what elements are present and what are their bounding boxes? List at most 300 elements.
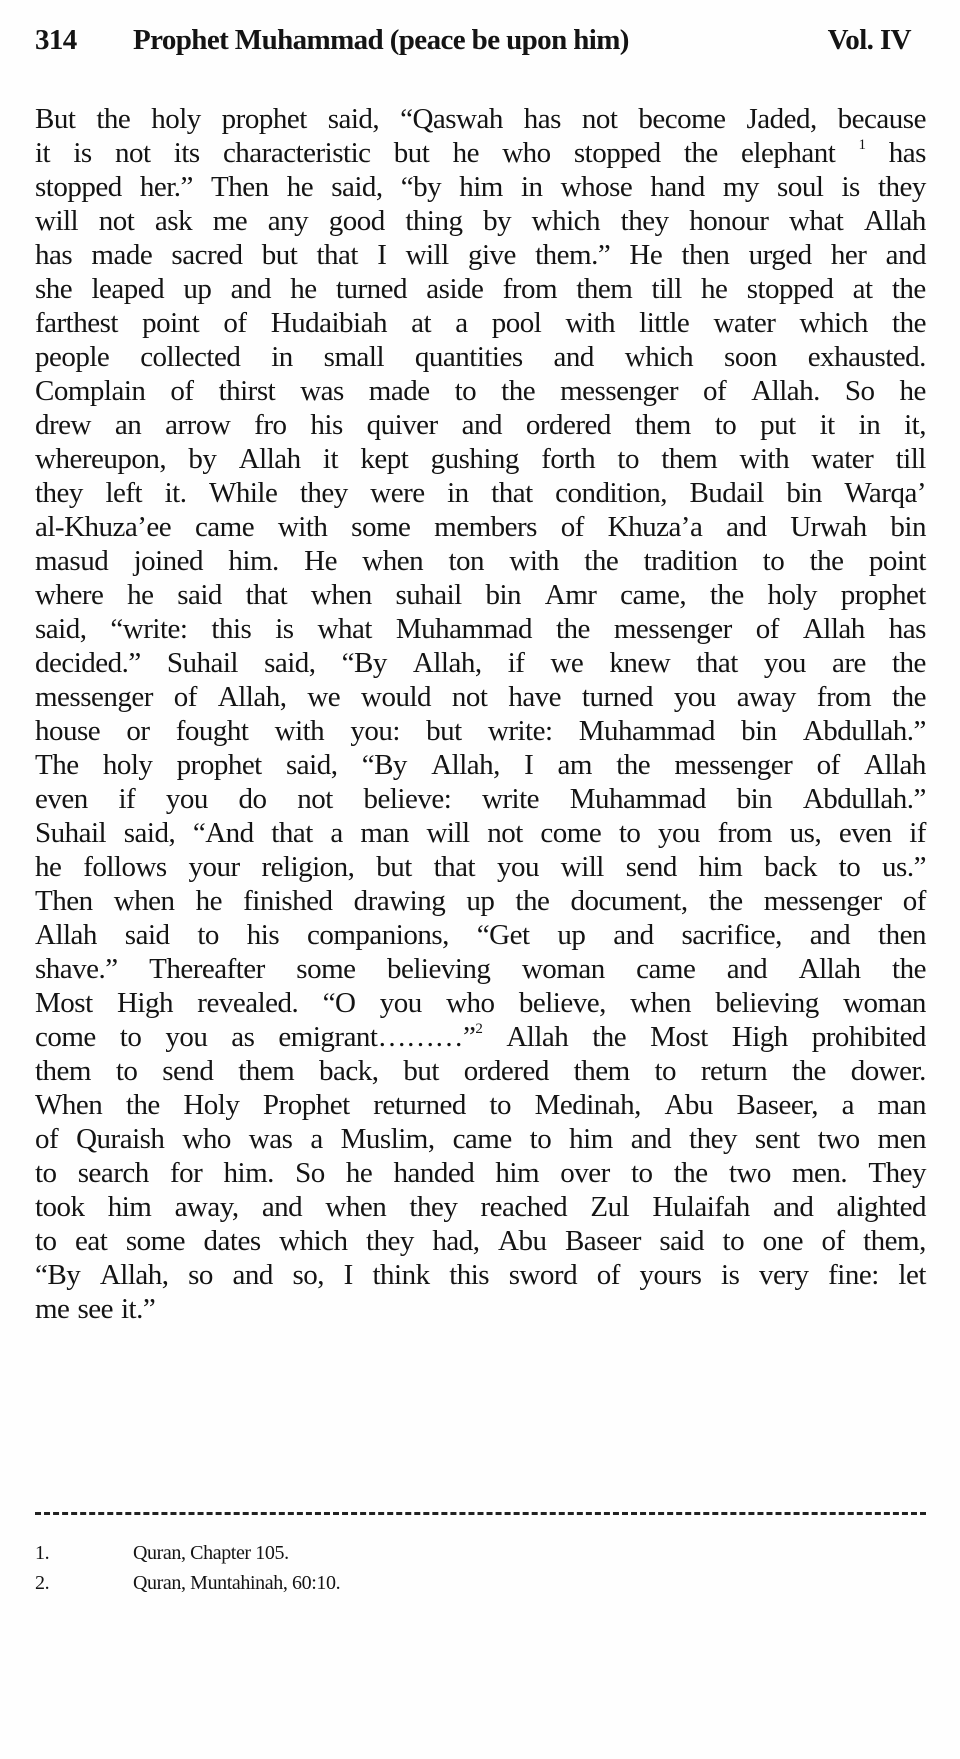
word: urged (748, 239, 812, 271)
word: Then (211, 171, 269, 203)
word: Allah, (412, 647, 482, 679)
word: the (809, 545, 844, 577)
word: up (183, 273, 212, 305)
word: in (858, 409, 881, 441)
word: So (844, 375, 875, 407)
word: and (772, 1191, 814, 1223)
word: them (661, 443, 718, 475)
word: kept (360, 443, 409, 475)
word: two (817, 1123, 860, 1155)
word: not (451, 681, 488, 713)
word: it (322, 443, 339, 475)
word: Prophet (262, 1089, 350, 1121)
word: them.” (535, 239, 611, 271)
word: then (878, 919, 926, 951)
word: knew (609, 647, 671, 679)
word: it, (904, 409, 926, 441)
word: and (885, 239, 926, 271)
word: the (592, 1021, 627, 1053)
word: the (673, 1157, 708, 1189)
word: she (35, 273, 73, 305)
text-line (35, 136, 926, 170)
word: it (35, 137, 51, 169)
word: what (317, 613, 372, 645)
word: is (275, 613, 294, 645)
word: to (630, 1157, 653, 1189)
word: members (434, 511, 537, 543)
word: write (481, 783, 540, 815)
word: not (487, 817, 523, 849)
word: messenger (35, 681, 153, 713)
body-text (35, 102, 926, 1326)
word: they (689, 1123, 737, 1155)
word: he (452, 137, 479, 169)
word: characteristic (222, 137, 371, 169)
word: and (553, 341, 594, 373)
word: do (238, 783, 267, 815)
word: where (35, 579, 104, 611)
word: over (560, 1157, 610, 1189)
word: to (35, 1157, 57, 1189)
word: them (634, 409, 691, 441)
word: the (683, 137, 718, 169)
word: Most (35, 987, 93, 1019)
word (859, 136, 866, 170)
word: holy (767, 579, 818, 611)
footnote-reference[interactable]: 1 (858, 137, 866, 153)
text-line (35, 544, 926, 578)
word: He (629, 239, 663, 271)
word: took (35, 1191, 85, 1223)
text-line (35, 578, 926, 612)
word: Medinah, (534, 1089, 641, 1121)
word: “By (35, 1259, 81, 1291)
word: am (557, 749, 592, 781)
word: to (654, 1055, 677, 1087)
word: messenger (560, 375, 679, 407)
word: Hudaibiah (270, 307, 387, 339)
word: at (411, 307, 432, 339)
word: bin (890, 511, 926, 543)
word: the (125, 1089, 160, 1121)
word: messenger (674, 749, 793, 781)
word: house (35, 715, 101, 747)
word: me (212, 205, 248, 237)
word: us, (789, 817, 822, 849)
word: think (372, 1259, 430, 1291)
word: we (550, 647, 584, 679)
word: a (841, 1089, 854, 1121)
word: any (267, 205, 309, 237)
word: messenger (763, 885, 882, 917)
word: of (35, 1123, 59, 1155)
word: Allah, (217, 681, 287, 713)
word: Allah (35, 919, 97, 951)
word: the (891, 273, 926, 305)
word: Jaded, (746, 103, 817, 135)
word: dates (203, 1225, 261, 1257)
text-line (35, 986, 926, 1020)
word: who (182, 1123, 231, 1155)
word: up (557, 919, 586, 951)
word: bin (741, 715, 777, 747)
word: which (531, 205, 601, 237)
word: when (113, 885, 175, 917)
word: them (573, 1055, 630, 1087)
word: them (35, 1055, 91, 1087)
word: reached (480, 1191, 568, 1223)
word: to (722, 1225, 745, 1257)
text-line (35, 1292, 926, 1326)
word: elephant (741, 137, 836, 169)
word: it. (164, 477, 187, 509)
word: the (892, 681, 926, 713)
word: so, (292, 1259, 325, 1291)
word: to (838, 851, 861, 883)
word: him (569, 1123, 613, 1155)
word: to (115, 1055, 138, 1087)
word: Muhammad (578, 715, 715, 747)
word: sword (508, 1259, 578, 1291)
text-line (35, 408, 926, 442)
word: Suhail (166, 647, 238, 679)
word: so (188, 1259, 213, 1291)
word: them (576, 273, 633, 305)
word: of (816, 749, 840, 781)
word: quiver (366, 409, 438, 441)
word: him (698, 851, 743, 883)
word: left (105, 477, 143, 509)
word: with (739, 443, 790, 475)
word: the (891, 647, 926, 679)
word: water (713, 307, 776, 339)
text-line (35, 238, 926, 272)
word: Most (650, 1021, 708, 1053)
word: with (274, 715, 325, 747)
word: said (124, 919, 170, 951)
word: came (194, 511, 255, 543)
word: of (223, 307, 247, 339)
word: has (523, 103, 561, 135)
word: has (888, 613, 926, 645)
word: till (651, 273, 682, 305)
word: if (909, 817, 926, 849)
word: and (232, 1259, 273, 1291)
text-line (35, 782, 926, 816)
word: Muslim, (340, 1123, 435, 1155)
word: him (459, 171, 503, 203)
word: Complain (35, 375, 146, 407)
word: woman (843, 987, 926, 1019)
text-line (35, 1258, 926, 1292)
word: forth (541, 443, 596, 475)
word: they (299, 477, 348, 509)
word: that (433, 851, 476, 883)
word: not (98, 205, 135, 237)
word: I (524, 749, 534, 781)
word: Suhail (35, 817, 107, 849)
word: Allah. (751, 375, 820, 407)
word: turned (581, 681, 654, 713)
word: to (529, 1123, 552, 1155)
word: Hulaifah (652, 1191, 750, 1223)
word: condition, (555, 477, 667, 509)
word: companions, (307, 919, 449, 951)
word: away, (174, 1191, 239, 1223)
word: you (673, 681, 716, 713)
word: are (831, 647, 866, 679)
word: to (618, 817, 641, 849)
word: and (261, 1191, 303, 1223)
word: “Qaswah (400, 103, 503, 135)
word: some (125, 1225, 186, 1257)
word: he (290, 273, 317, 305)
word: people (35, 341, 110, 373)
word: his (310, 409, 343, 441)
word: he (899, 375, 926, 407)
word: its (173, 137, 200, 169)
word: send (625, 851, 677, 883)
word: of (703, 375, 727, 407)
word: drew (35, 409, 91, 441)
word: or (126, 715, 150, 747)
word: sent (754, 1123, 800, 1155)
word: come (35, 1021, 96, 1053)
word: believe: (363, 783, 452, 815)
word: holy (151, 103, 201, 135)
word: bin (786, 477, 822, 509)
word: man (360, 817, 409, 849)
word: said, (331, 171, 383, 203)
word: arrow (165, 409, 231, 441)
word: one (762, 1225, 803, 1257)
word: you (165, 783, 208, 815)
word: the (892, 307, 926, 339)
word: come (540, 817, 602, 849)
word: said (659, 1225, 705, 1257)
word: in (271, 341, 293, 373)
footnote-text: Quran, Chapter 105. (133, 1542, 289, 1564)
page-header (35, 24, 911, 64)
word: from (502, 273, 558, 305)
text-line (35, 952, 926, 986)
word: an (114, 409, 142, 441)
word: who (502, 137, 551, 169)
word: finished (243, 885, 333, 917)
word: believing (386, 953, 491, 985)
word: you: (350, 715, 400, 747)
text-line (35, 1156, 926, 1190)
word: has (35, 239, 73, 271)
word: that (316, 239, 358, 271)
word: he (345, 1157, 373, 1189)
word: give (467, 239, 516, 271)
word: will (426, 817, 470, 849)
word: prophet (176, 749, 262, 781)
word: but (376, 851, 412, 883)
word: become (638, 103, 726, 135)
word: “By (341, 647, 387, 679)
word: then (681, 239, 730, 271)
text-line (35, 340, 926, 374)
word: very (759, 1259, 809, 1291)
word: he (195, 885, 223, 917)
word: of (560, 511, 584, 543)
word: Warqa’ (844, 477, 926, 509)
word: religion, (261, 851, 355, 883)
word: even (838, 817, 892, 849)
word: prophet (221, 103, 307, 135)
word: will (560, 851, 604, 883)
word: fought (175, 715, 249, 747)
text-line (35, 748, 926, 782)
word: woman (521, 953, 605, 985)
running-title: Prophet Muhammad (peace be upon him) (133, 24, 629, 56)
word: you (379, 987, 422, 1019)
word: Allah (238, 443, 301, 475)
word: stopped (35, 171, 122, 203)
word: write: (487, 715, 553, 747)
word: that (696, 647, 738, 679)
word: Zul (590, 1191, 630, 1223)
word: when (630, 987, 691, 1019)
word: Then (35, 885, 93, 917)
word: let (898, 1259, 926, 1291)
word: I (377, 239, 387, 271)
word: alighted (836, 1191, 926, 1223)
text-line (35, 170, 926, 204)
word: they (35, 477, 83, 509)
word: thing (405, 205, 463, 237)
word: of (755, 613, 779, 645)
word: “by (400, 171, 442, 203)
word: not (297, 783, 333, 815)
word: will (35, 205, 79, 237)
word: believing (715, 987, 819, 1019)
footnote-separator (35, 1512, 926, 1515)
word: had, (432, 1225, 480, 1257)
word: water (811, 443, 874, 475)
word: Allah, (431, 749, 500, 781)
word: when (310, 579, 372, 611)
word: the (709, 579, 744, 611)
word: of (902, 885, 926, 917)
word: I (343, 1259, 353, 1291)
word: said, (123, 817, 176, 849)
word: with (509, 545, 559, 577)
text-line (35, 1122, 926, 1156)
word: some (296, 953, 356, 985)
word: shave.” (35, 953, 118, 985)
word: as (231, 1021, 255, 1053)
word: came (452, 1123, 512, 1155)
word: thirst (218, 375, 276, 407)
word: they (620, 205, 669, 237)
word: this (211, 613, 252, 645)
word: your (188, 851, 240, 883)
word: Amr (544, 579, 597, 611)
word: two (728, 1157, 771, 1189)
word: to (454, 375, 477, 407)
word: put (760, 409, 796, 441)
word: him. (223, 1157, 274, 1189)
word: stopped (746, 273, 834, 305)
word: Thereafter (149, 953, 265, 985)
word: of (173, 681, 197, 713)
word: turned (335, 273, 408, 305)
word: which (279, 1225, 348, 1257)
word: that (271, 817, 313, 849)
text-line (35, 510, 926, 544)
word: but (426, 715, 462, 747)
word: bin (736, 783, 773, 815)
word: exhausted. (807, 341, 926, 373)
word: to (489, 1089, 511, 1121)
word: honour (689, 205, 769, 237)
word: search (77, 1157, 149, 1189)
word: “And (192, 817, 254, 849)
word: Allah (863, 205, 926, 237)
word: Muhammad (395, 613, 533, 645)
word: Abu (664, 1089, 713, 1121)
word: said, (286, 749, 338, 781)
word: which (799, 307, 868, 339)
word: and (726, 511, 767, 543)
word: you (165, 1021, 208, 1053)
word: came, (620, 579, 687, 611)
word: for (170, 1157, 203, 1189)
word: when (362, 545, 424, 577)
word: said, (264, 647, 316, 679)
word: to (762, 545, 785, 577)
word: messenger (613, 613, 732, 645)
word: up (466, 885, 495, 917)
text-line (35, 1190, 926, 1224)
word: you (658, 817, 701, 849)
word: it (819, 409, 835, 441)
text-line (35, 646, 926, 680)
word: Abdullah.” (802, 783, 926, 815)
word: small (323, 341, 385, 373)
word: said, (35, 613, 87, 645)
word: this (449, 1259, 490, 1291)
word: men (877, 1123, 926, 1155)
word: ordered (525, 409, 611, 441)
footnote-reference[interactable]: 2 (475, 1021, 483, 1037)
word: he (35, 851, 62, 883)
word: soon (724, 341, 777, 373)
word: al-Khuza’ee (35, 511, 172, 543)
word: from (816, 681, 872, 713)
word: Abdullah.” (802, 715, 926, 747)
word: said (177, 579, 222, 611)
word: tradition (643, 545, 738, 577)
word: joined (133, 545, 204, 577)
word: that (245, 579, 288, 611)
word: the (515, 885, 550, 917)
word: and (613, 919, 654, 951)
word: and (809, 919, 851, 951)
word: in (447, 477, 469, 509)
word: follows (83, 851, 167, 883)
word: collected (140, 341, 241, 373)
word: “O (322, 987, 356, 1019)
word: to (197, 919, 219, 951)
text-line (35, 102, 926, 136)
word: who (446, 987, 495, 1019)
word: The (35, 749, 79, 781)
word: High (116, 987, 173, 1019)
